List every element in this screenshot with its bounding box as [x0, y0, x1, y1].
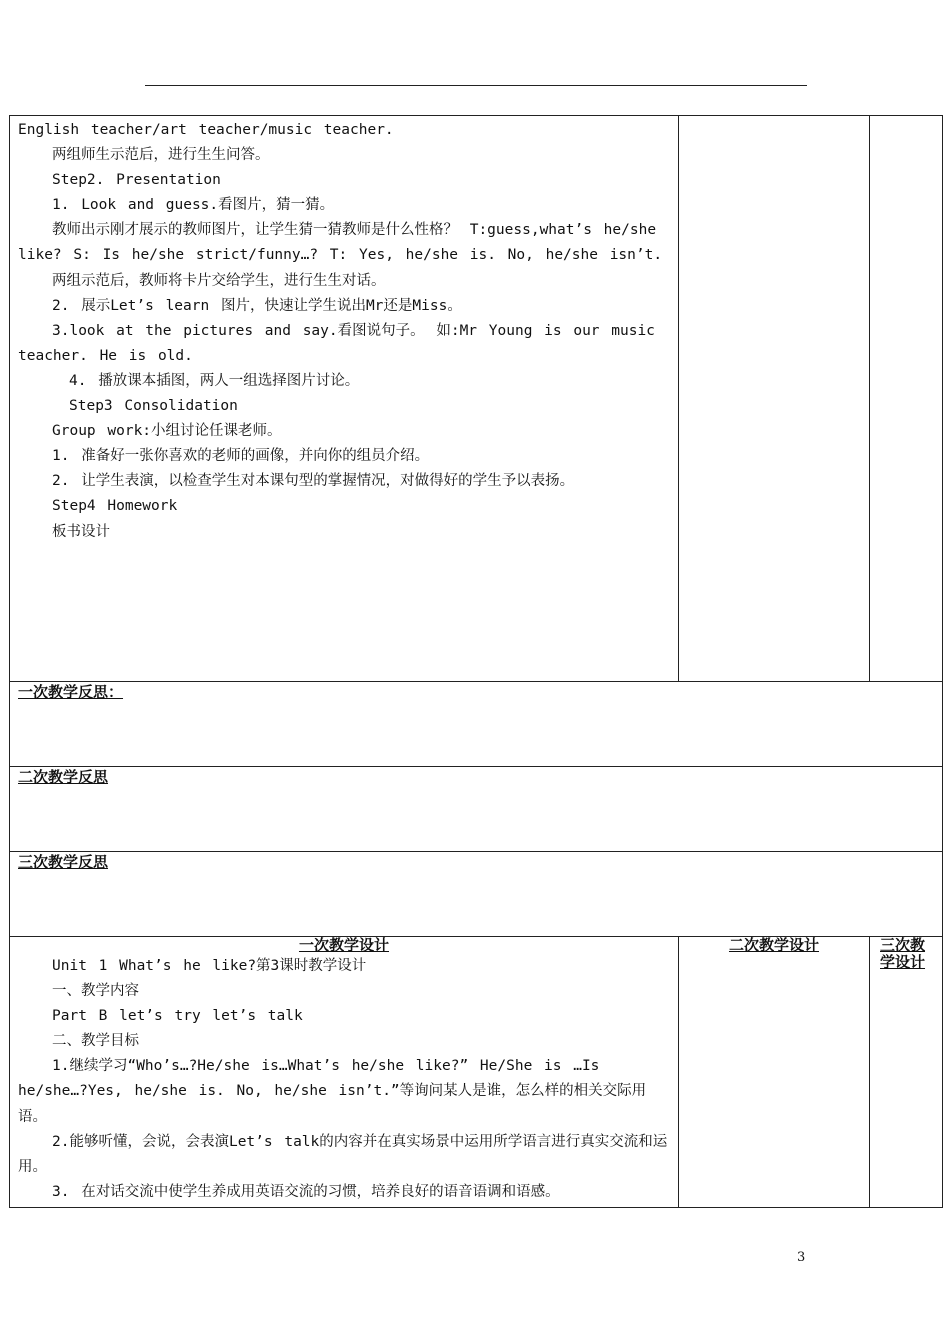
text-line: 2. 展示Let’s learn 图片，快速让学生说出Mr还是Miss。 [52, 297, 462, 314]
lower-design-row [10, 937, 943, 1208]
text-line: 3. 在对话交流中使学生养成用英语交流的习惯，培养良好的语音语调和语感。 [52, 1183, 560, 1200]
text-line: Step3 Consolidation [69, 398, 238, 415]
text-line: 二、教学目标 [52, 1033, 139, 1050]
text-line: 一、教学内容 [52, 983, 139, 1000]
text-line: 3.look at the pictures and say.看图说句子。 如:Mr Young is our music teacher. He is old. [18, 322, 655, 364]
text-line: Group work:小组讨论任课老师。 [52, 423, 282, 440]
text-line: English teacher/art teacher/music teacher. [18, 122, 394, 138]
first-design-cell-lower [10, 937, 679, 1208]
lesson-plan-table [9, 115, 943, 1208]
third-design-cell-lower [870, 937, 943, 1208]
text-line: Step4 Homework [52, 498, 178, 515]
first-reflection-cell [10, 682, 943, 767]
first-reflection-row [10, 682, 943, 767]
text-line: 2. 让学生表演，以检查学生对本课句型的掌握情况，对做得好的学生予以表扬。 [52, 473, 575, 490]
text-line: 两组师生示范后，进行生生问答。 [52, 147, 270, 164]
third-reflection-row [10, 852, 943, 937]
text-line: 两组示范后，教师将卡片交给学生，进行生生对话。 [52, 272, 386, 289]
third-design-heading: 三次教学设计 [880, 936, 926, 971]
page-number: 3 [797, 1250, 806, 1265]
text-line: Unit 1 What’s he like?第3课时教学设计 [52, 958, 367, 974]
third-reflection-cell [10, 852, 943, 937]
second-reflection-row [10, 767, 943, 852]
text-line: 2.能够听懂，会说，会表演Let’s talk的内容并在真实场景中运用所学语言进行真实交流和运用。 [18, 1133, 668, 1175]
first-design-heading: 一次教学设计 [298, 936, 389, 954]
text-line: 1. Look and guess.看图片，猜一猜。 [52, 197, 335, 214]
text-line: 教师出示刚才展示的教师图片，让学生猜一猜教师是什么性格？ T:guess,what’s he/she like? S: Is he/she strict/funny…? T: Yes, he/she is. No, he/she isn’t. [18, 222, 663, 264]
header-rule [145, 85, 807, 86]
second-reflection-cell [10, 767, 943, 852]
third-reflection-heading: 三次教学反思 [18, 853, 109, 871]
first-design-cell-upper [10, 116, 679, 682]
text-line: Part B let’s try let’s talk [52, 1008, 303, 1025]
text-line: 1. 准备好一张你喜欢的老师的画像，并向你的组员介绍。 [52, 448, 430, 465]
second-design-cell-upper [679, 116, 870, 682]
text-line: 4. 播放课本插图，两人一组选择图片讨论。 [69, 372, 360, 389]
upper-design-row [10, 116, 943, 682]
text-line: 1.继续学习“Who’s…?He/she is…What’s he/she like?” He/She is …Is he/she…?Yes, he/she is. No, he/she isn’t.”等询问某人是谁，怎么样的相关交际用语。 [18, 1058, 647, 1125]
text-line: 板书设计 [52, 523, 110, 540]
first-reflection-heading: 一次教学反思： [18, 683, 124, 701]
second-design-heading: 二次教学设计 [728, 936, 819, 954]
second-reflection-heading: 二次教学反思 [18, 768, 109, 786]
third-design-cell-upper [870, 116, 943, 682]
text-line: Step2. Presentation [52, 172, 221, 189]
second-design-cell-lower [679, 937, 870, 1208]
